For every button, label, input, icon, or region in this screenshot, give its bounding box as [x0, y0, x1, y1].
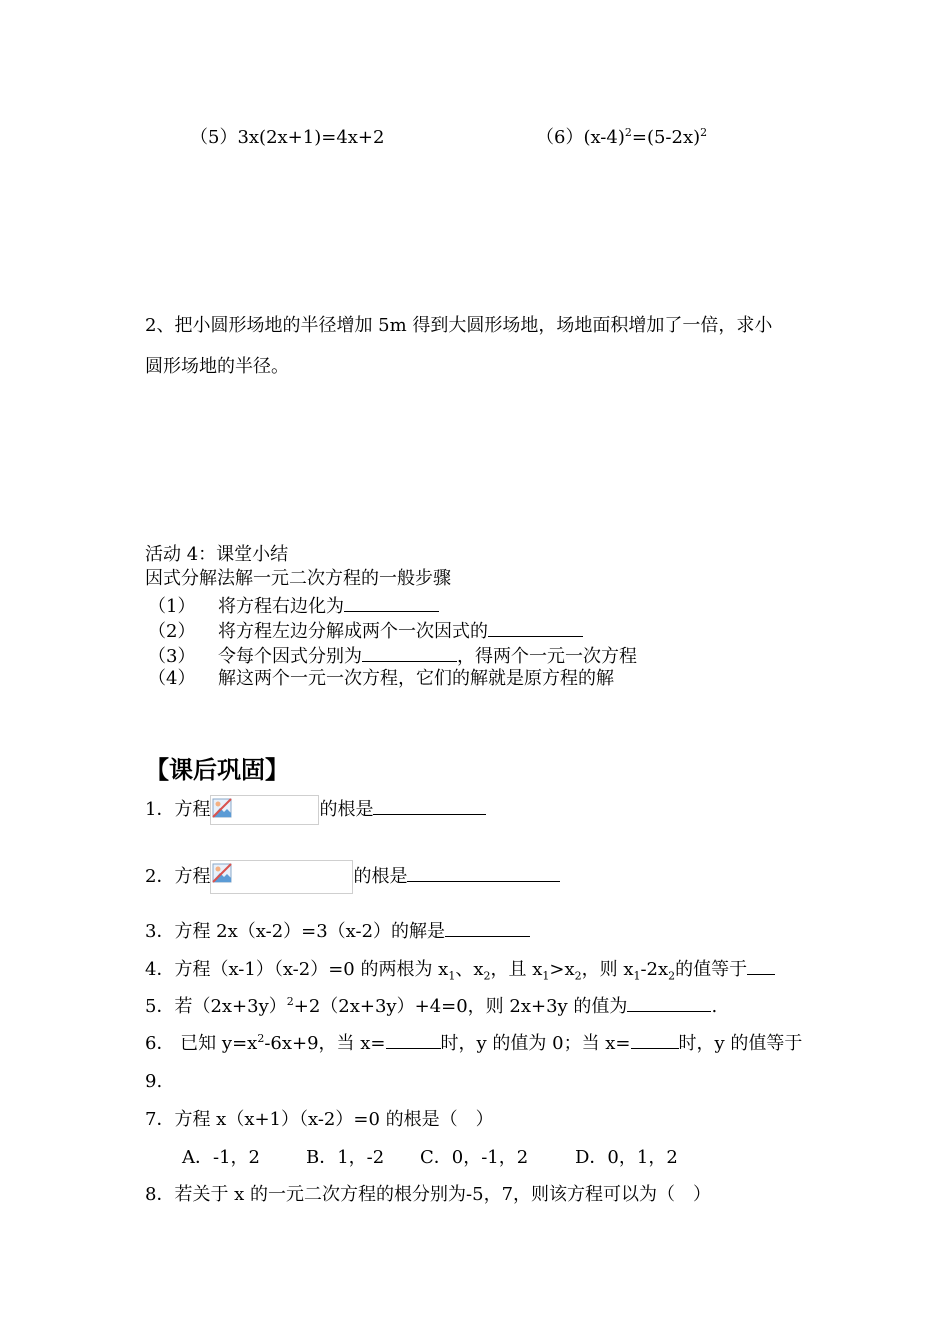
- exercise-6-a: 6． 已知 y=x: [145, 1033, 258, 1054]
- exercise-1-blank: [373, 796, 486, 815]
- exercise-4-s1: 1: [448, 969, 456, 983]
- exercise-6: [145, 1030, 802, 1055]
- equation-6-rhs: =(5-2x): [631, 127, 701, 148]
- activity-4-title: 活动 4：课堂小结: [145, 544, 289, 565]
- exercise-4-a: 4．方程（x-1）（x-2）=0 的两根为 x: [145, 959, 449, 980]
- exercise-5: [145, 993, 717, 1018]
- exercise-4-s5: 1: [633, 969, 641, 983]
- exercise-3: [145, 918, 530, 943]
- step-3: [148, 643, 637, 668]
- step-2-number: （2）: [148, 621, 196, 642]
- step-3-after: ，得两个一元一次方程: [457, 646, 637, 667]
- exercise-4-s6: 2: [668, 969, 676, 983]
- exercise-2-post: 的根是: [353, 866, 408, 887]
- step-4: [148, 668, 614, 690]
- step-1-number: （1）: [148, 596, 196, 617]
- exercise-4-b: 、x: [455, 959, 484, 980]
- activity-4-subtitle: 因式分解法解一元二次方程的一般步骤: [145, 568, 451, 589]
- step-2-text: 将方程左边分解成两个一次因式的: [218, 621, 488, 642]
- section-title: 【课后巩固】: [145, 756, 289, 784]
- step-3-blank: [362, 643, 457, 662]
- exercise-6-c: 时，y 的值为 0；当 x=: [440, 1033, 631, 1054]
- broken-image-icon: [212, 863, 232, 883]
- exercise-4-g: 的值等于: [675, 959, 748, 980]
- equation-6-exp-2: 2: [700, 126, 708, 139]
- step-3-text: 令每个因式分别为: [218, 646, 362, 667]
- exercise-2-blank: [407, 863, 560, 882]
- exercise-2: [145, 860, 560, 894]
- exercise-6-d: 时，y 的值等于: [678, 1033, 803, 1054]
- step-1-text: 将方程右边化为: [218, 596, 344, 617]
- equation-5-text: 3x(2x+1)=4x+2: [237, 127, 385, 148]
- exercise-6-blank-2: [631, 1030, 679, 1049]
- step-1: [148, 593, 439, 618]
- exercise-4-blank: [747, 956, 775, 975]
- exercise-4: [145, 956, 775, 981]
- exercise-7-option-b: B．1，-2: [306, 1147, 385, 1168]
- equation-6-label: （6）: [536, 127, 584, 148]
- equation-5: [190, 127, 384, 149]
- exercise-7: 7．方程 x（x+1）（x-2）=0 的根是（ ）: [145, 1109, 494, 1130]
- exercise-2-pre: 2．方程: [145, 866, 211, 887]
- exercise-4-d: >x: [549, 959, 575, 980]
- exercise-1: [145, 795, 486, 825]
- problem-2-line-2: 圆形场地的半径。: [145, 356, 289, 377]
- step-3-number: （3）: [148, 646, 196, 667]
- exercise-6-line-2: 9.: [145, 1071, 163, 1092]
- equation-6-exp-1: 2: [624, 126, 632, 139]
- equation-image-placeholder: [210, 860, 353, 894]
- problem-2-line-1: 2、把小圆形场地的半径增加 5m 得到大圆形场地，场地面积增加了一倍，求小: [145, 315, 773, 336]
- exercise-8: 8．若关于 x 的一元二次方程的根分别为-5，7，则该方程可以为（ ）: [145, 1184, 712, 1205]
- exercise-5-blank: [627, 993, 711, 1012]
- exercise-3-blank: [445, 918, 530, 937]
- exercise-7-option-d: D．0，1，2: [575, 1147, 678, 1168]
- step-2: [148, 618, 583, 643]
- exercise-4-s3: 1: [542, 969, 550, 983]
- exercise-1-post: 的根是: [319, 799, 374, 820]
- exercise-4-s4: 2: [574, 969, 582, 983]
- exercise-4-e: ，则 x: [581, 959, 634, 980]
- exercise-5-a: 5．若（2x+3y）: [145, 996, 287, 1017]
- exercise-7-option-a: A．-1，2: [182, 1147, 260, 1168]
- exercise-5-b: +2（2x+3y）+4=0，则 2x+3y 的值为: [293, 996, 628, 1017]
- exercise-6-b: -6x+9，当 x=: [264, 1033, 386, 1054]
- equation-5-label: （5）: [190, 127, 238, 148]
- equation-6-lhs: (x-4): [583, 127, 625, 148]
- broken-image-icon: [212, 798, 232, 818]
- exercise-3-text: 3．方程 2x（x-2）=3（x-2）的解是: [145, 921, 446, 942]
- step-1-blank: [344, 593, 439, 612]
- exercise-4-f: -2x: [640, 959, 669, 980]
- step-4-text: 解这两个一元一次方程，它们的解就是原方程的解: [218, 668, 614, 689]
- exercise-7-option-c: C．0，-1，2: [420, 1147, 529, 1168]
- exercise-5-exp: 2: [286, 995, 294, 1008]
- exercise-6-blank-1: [386, 1030, 441, 1049]
- equation-image-placeholder: [210, 795, 319, 825]
- exercise-4-s2: 2: [483, 969, 491, 983]
- exercise-4-c: ，且 x: [490, 959, 543, 980]
- exercise-1-pre: 1．方程: [145, 799, 211, 820]
- equation-6: [536, 127, 707, 149]
- exercise-5-end: .: [711, 996, 718, 1017]
- step-4-number: （4）: [148, 668, 196, 689]
- exercise-6-exp: 2: [257, 1032, 265, 1045]
- step-2-blank: [488, 618, 583, 637]
